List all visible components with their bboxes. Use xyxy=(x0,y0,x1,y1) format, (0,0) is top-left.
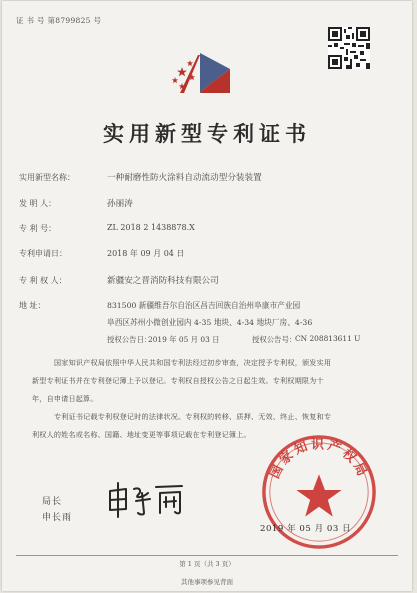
director-name-label: 申长雨 xyxy=(42,513,73,523)
body-line-5: 利权人的姓名或名称、国籍、地址变更等事项记载在专利登记簿上。 xyxy=(32,430,251,439)
body-line-1: 国家知识产权局依照中华人民共和国专利法经过初步审查，决定授予专利权，颁发实用 xyxy=(54,358,332,367)
certificate-title: 实用新型专利证书 xyxy=(103,121,311,146)
inventor-value: 孙丽涛 xyxy=(107,199,133,209)
certificate-sheet xyxy=(2,1,412,591)
filing-date-value: 2018 年 09 月 04 日 xyxy=(107,249,185,258)
publication-number-value: CN 208813611 U xyxy=(295,334,361,343)
address-label: 地 址： xyxy=(19,301,46,310)
patent-number-label: 专 利 号： xyxy=(19,224,57,233)
address-line-2: 阜西区苏州小微创业园内 4-35 地块、4-34 地块厂房、4-36 xyxy=(107,318,313,327)
page-indicator: 第 1 页（共 3 页） xyxy=(179,560,235,568)
publication-number-label: 授权公告号： xyxy=(252,335,297,344)
qr-code-icon xyxy=(328,27,370,69)
patentee-label: 专 利 权 人： xyxy=(19,276,67,285)
patent-number-value: ZL 2018 2 1438878.X xyxy=(107,223,195,232)
body-line-2: 新型专利证书并在专利登记簿上予以登记。专利权自授权公告之日起生效。专利权期限为十 xyxy=(32,376,324,385)
body-line-4: 专利证书记载专利权登记时的法律状况。专利权的转移、质押、无效、终止、恢复和专 xyxy=(54,412,332,421)
signature-date: 2019 年 05 月 03 日 xyxy=(260,524,352,534)
utility-model-name-value: 一种耐磨性防火涂料自动流动型分装装置 xyxy=(107,173,262,183)
patentee-value: 新疆安之晋消防科技有限公司 xyxy=(107,276,219,286)
inventor-label: 发 明 人： xyxy=(19,199,57,208)
grant-date-label: 授权公告日： xyxy=(107,335,152,344)
director-title: 局长 xyxy=(42,497,63,507)
certificate-serial: 证 书 号 第8799825 号 xyxy=(16,16,102,25)
footer-note: 其他事项参见背面 xyxy=(181,578,233,586)
patent-office-emblem-icon xyxy=(170,47,240,97)
grant-date-value: 2019 年 05 月 03 日 xyxy=(148,335,220,344)
utility-model-name-label: 实用新型名称： xyxy=(19,173,75,182)
seal-text: 国家知识产权局 xyxy=(267,437,371,482)
footer-divider xyxy=(16,555,398,556)
address-line-1: 831500 新疆维吾尔自治区昌吉回族自治州阜康市产业园 xyxy=(107,301,301,310)
director-signature xyxy=(104,479,188,519)
body-line-3: 年，自申请日起算。 xyxy=(32,394,98,403)
filing-date-label: 专利申请日： xyxy=(19,249,67,258)
